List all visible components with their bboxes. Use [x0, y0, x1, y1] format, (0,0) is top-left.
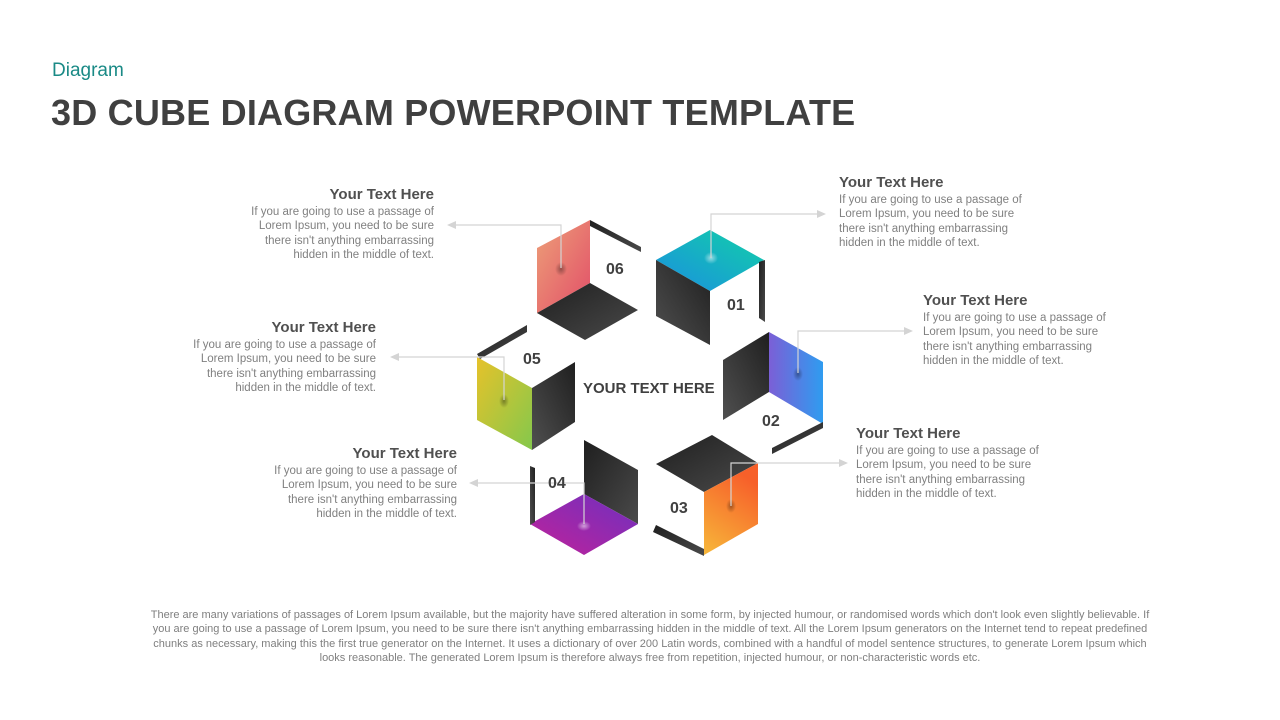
footer-line: There are many variations of passages of Lorem Ipsum available, but the majority have suffered alteration in some form, by injected humour, or randomised words which don't look even slightly believable. If — [150, 609, 1150, 621]
cube-05-edge-bar — [477, 325, 527, 359]
cube-04-edge-bar — [530, 466, 535, 525]
callout-body-line: Lorem Ipsum, you need to be sure — [200, 353, 376, 366]
callout-body — [174, 205, 434, 262]
callout-body-line: hidden in the middle of text. — [316, 507, 457, 520]
callout-title: Your Text Here — [352, 445, 457, 462]
slide-title: 3D CUBE DIAGRAM POWERPOINT TEMPLATE — [51, 92, 856, 133]
footer-line: looks reasonable. The generated Lorem Ipsum is therefore always free from repetition, injected humour, or non-characteristic words etc. — [319, 651, 981, 664]
cube-number-01: 01 — [727, 297, 745, 314]
cube-number-04: 04 — [548, 475, 566, 492]
callout-body-line: If you are going to use a passage of — [193, 339, 376, 351]
callout-title: Your Text Here — [271, 319, 376, 336]
callout-body-line: Lorem Ipsum, you need to be sure — [839, 208, 1015, 221]
callout-body-line: hidden in the middle of text. — [293, 248, 434, 261]
cube-06-edge-bar — [590, 220, 641, 252]
footer-description — [100, 608, 1200, 665]
callout-04 — [197, 445, 457, 521]
arrow-left-icon — [469, 479, 478, 487]
callout-title: Your Text Here — [839, 174, 944, 191]
cube-05-dark-side — [532, 362, 575, 450]
callout-body — [856, 444, 1116, 501]
callout-05 — [116, 319, 376, 395]
callout-01 — [839, 174, 1099, 250]
callout-body-line: there isn't anything embarrassing — [287, 493, 457, 506]
callout-body-line: Lorem Ipsum, you need to be sure — [281, 479, 457, 492]
callout-body-line: there isn't anything embarrassing — [264, 234, 434, 247]
cube-06 — [537, 220, 641, 340]
cube-05 — [477, 325, 575, 450]
callout-body-line: If you are going to use a passage of — [923, 312, 1106, 324]
callout-06 — [174, 186, 434, 262]
callout-body-line: Lorem Ipsum, you need to be sure — [258, 220, 434, 233]
callout-body-line: hidden in the middle of text. — [923, 354, 1064, 367]
connector-lines — [398, 214, 905, 524]
footer-line: you are going to use a passage of Lorem Ipsum, you need to be sure there isn't anything embarrassing hidden in the middle of text. All the Lorem Ipsum generators on the Internet tend to repeat predefined — [152, 623, 1148, 636]
footer-line: chunks as necessary, making this the first true generator on the Internet. It uses a dictionary of over 200 Latin words, combined with a handful of model sentence structures, to generate Lorem Ipsum which — [153, 637, 1147, 650]
center-label: YOUR TEXT HERE — [583, 380, 715, 397]
cube-01-edge-bar — [759, 260, 765, 322]
callout-03 — [856, 425, 1116, 501]
callout-body — [197, 464, 457, 521]
callout-body — [839, 193, 1099, 250]
callout-body-line: If you are going to use a passage of — [839, 194, 1022, 206]
callout-body-line: there isn't anything embarrassing — [923, 340, 1093, 353]
callout-title: Your Text Here — [856, 425, 961, 442]
callout-title: Your Text Here — [329, 186, 434, 203]
callout-body — [116, 338, 376, 395]
callout-body — [923, 311, 1183, 368]
callout-body-line: If you are going to use a passage of — [251, 206, 434, 218]
callout-body-line: there isn't anything embarrassing — [206, 367, 376, 380]
cube-02-dark-side — [723, 332, 769, 420]
cube-number-02: 02 — [762, 413, 780, 430]
cube-02 — [723, 332, 823, 454]
arrow-right-icon — [839, 459, 848, 467]
arrow-left-icon — [447, 221, 456, 229]
callout-02 — [923, 292, 1183, 368]
callout-body-line: If you are going to use a passage of — [274, 465, 457, 477]
connector-arrowheads — [390, 210, 913, 487]
callout-body-line: hidden in the middle of text. — [856, 487, 997, 500]
arrow-left-icon — [390, 353, 399, 361]
slide-category-label: Diagram — [52, 60, 124, 81]
cube-number-03: 03 — [670, 500, 688, 517]
cube-number-06: 06 — [606, 261, 624, 278]
callout-title: Your Text Here — [923, 292, 1028, 309]
arrow-right-icon — [817, 210, 826, 218]
callout-body-line: hidden in the middle of text. — [839, 236, 980, 249]
callout-body-line: hidden in the middle of text. — [235, 381, 376, 394]
callout-body-line: there isn't anything embarrassing — [839, 222, 1009, 235]
callout-body-line: Lorem Ipsum, you need to be sure — [923, 326, 1099, 339]
callout-body-line: there isn't anything embarrassing — [856, 473, 1026, 486]
arrow-right-icon — [904, 327, 913, 335]
cube-03 — [653, 435, 758, 556]
cube-03-edge-bar — [653, 525, 704, 556]
callout-body-line: Lorem Ipsum, you need to be sure — [856, 459, 1032, 472]
callout-body-line: If you are going to use a passage of — [856, 445, 1039, 457]
cube-number-05: 05 — [523, 351, 541, 368]
